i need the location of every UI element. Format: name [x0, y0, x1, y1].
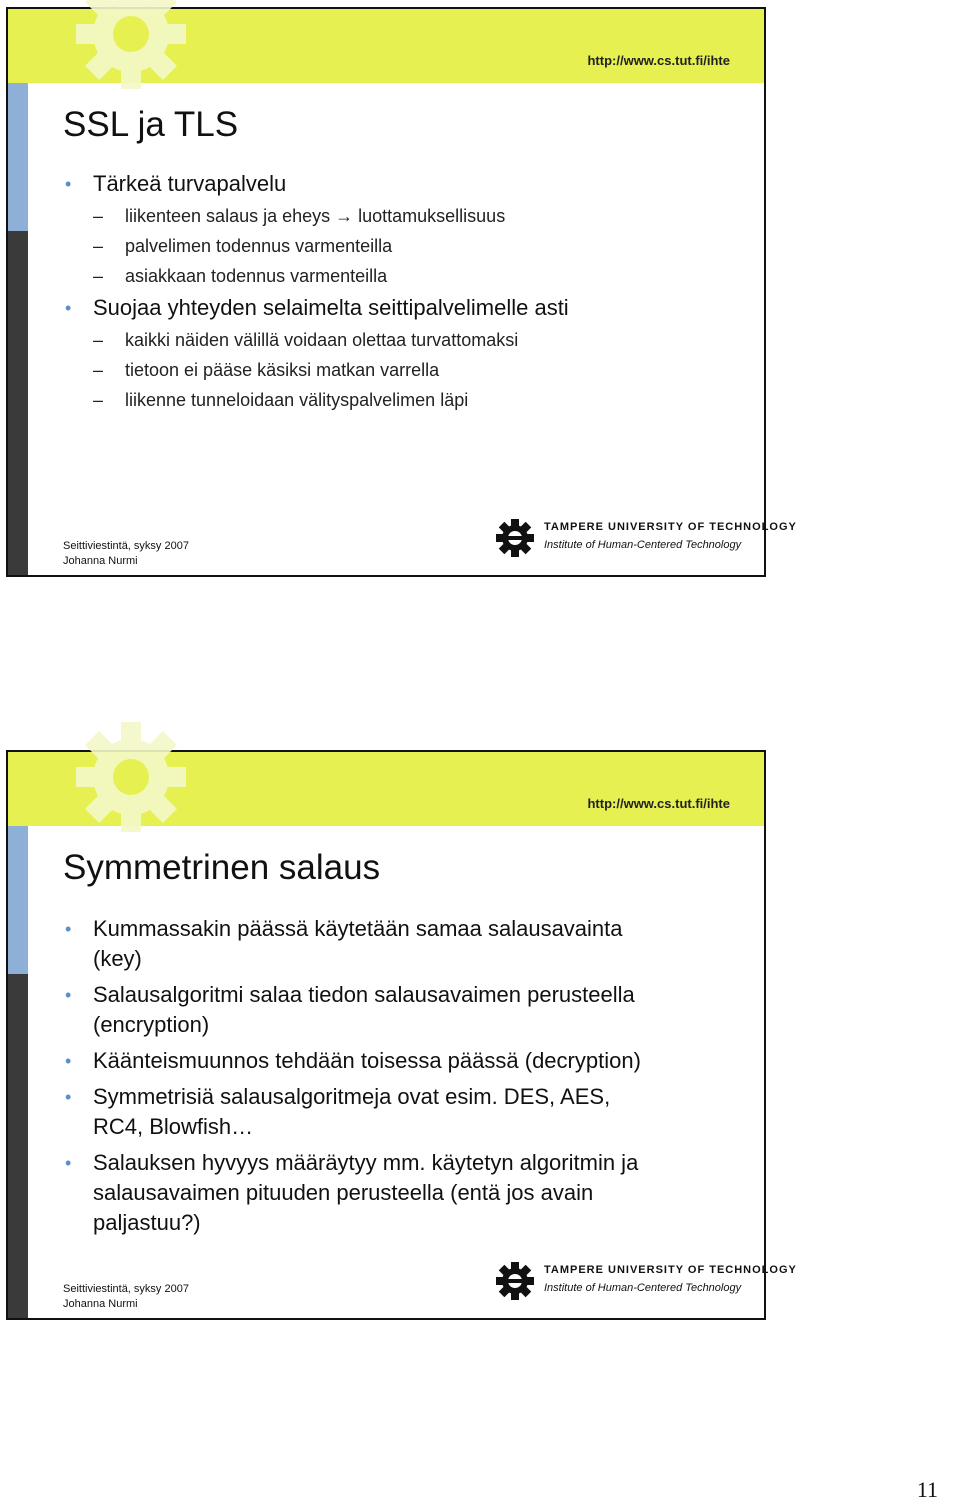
- sub-bullet-item: – kaikki näiden välillä voidaan olettaa turvattomaksi: [63, 325, 753, 355]
- gear-logo-icon: [494, 1260, 536, 1302]
- slide-sidebar: [8, 826, 28, 1318]
- footer-course: Seittiviestintä, syksy 2007: [63, 1283, 189, 1295]
- bullet-icon: •: [65, 1087, 72, 1107]
- bullet-item: • Suojaa yhteyden selaimelta seittipalvelimelle asti: [63, 293, 753, 323]
- sub-bullet-item: – liikenne tunneloidaan välityspalvelimen läpi: [63, 385, 753, 415]
- footer-author: Johanna Nurmi: [63, 555, 138, 567]
- dash-icon: –: [93, 266, 104, 286]
- bullet-item: • Salausalgoritmi salaa tiedon salausavaimen perusteella (encryption): [65, 982, 635, 1037]
- footer-course: Seittiviestintä, syksy 2007: [63, 540, 189, 552]
- dash-icon: –: [93, 390, 104, 410]
- dash-icon: –: [93, 360, 104, 380]
- slide-header-bar: [8, 9, 764, 83]
- bullet-item: • Kummassakin päässä käytetään samaa salausavainta (key): [65, 916, 623, 971]
- bullet-item: • Salauksen hyvyys määräytyy mm. käytetyn algoritmin ja salausavaimen pituuden perusteella (entä jos avain paljastuu?): [65, 1150, 639, 1235]
- slide-content: [63, 169, 753, 415]
- sub-bullet-item: – asiakkaan todennus varmenteilla: [63, 261, 753, 291]
- bullet-icon: •: [65, 1051, 72, 1071]
- bullet-icon: •: [65, 985, 72, 1005]
- sub-bullet-item: – tietoon ei pääse käsiksi matkan varrella: [63, 355, 753, 385]
- bullet-icon: •: [65, 1153, 72, 1173]
- bullet-item: • Symmetrisiä salausalgoritmeja ovat esim. DES, AES, RC4, Blowfish…: [65, 1084, 611, 1139]
- gear-watermark-icon: [46, 0, 216, 89]
- sub-bullet-item: – palvelimen todennus varmenteilla: [63, 231, 753, 261]
- slide-footer: [63, 1282, 189, 1312]
- logo-institute-name: Institute of Human-Centered Technology: [544, 1282, 742, 1294]
- dash-icon: –: [93, 236, 104, 256]
- page-number: 11: [916, 1477, 938, 1502]
- slide-content: [63, 914, 753, 1244]
- logo-institute-name: Institute of Human-Centered Technology: [544, 539, 742, 551]
- slide-2: [6, 750, 797, 1320]
- bullet-icon: •: [65, 919, 72, 939]
- bullet-icon: •: [65, 174, 72, 194]
- dash-icon: –: [93, 330, 104, 350]
- gear-logo-icon: [494, 517, 536, 559]
- bullet-icon: •: [65, 298, 72, 318]
- slide-footer: [63, 539, 189, 569]
- bullet-item: • Käänteismuunnos tehdään toisessa päässä (decryption): [63, 1046, 753, 1076]
- gear-watermark-icon: [46, 722, 216, 832]
- slide-url: http://www.cs.tut.fi/ihte: [587, 796, 730, 811]
- footer-author: Johanna Nurmi: [63, 1298, 138, 1310]
- slide-sidebar: [8, 83, 28, 575]
- logo-university-name: TAMPERE UNIVERSITY OF TECHNOLOGY: [544, 521, 797, 533]
- logo-university-name: TAMPERE UNIVERSITY OF TECHNOLOGY: [544, 1264, 797, 1276]
- slide-title: Symmetrinen salaus: [63, 848, 381, 887]
- slide-title: SSL ja TLS: [63, 105, 239, 144]
- slide-1: [6, 7, 797, 577]
- slide-header-bar: [8, 752, 764, 826]
- university-logo: [494, 1260, 797, 1304]
- slide-url: http://www.cs.tut.fi/ihte: [587, 53, 730, 68]
- sub-bullet-item: – liikenteen salaus ja eheys → luottamuksellisuus: [63, 201, 753, 231]
- dash-icon: –: [93, 206, 104, 226]
- university-logo: [494, 517, 797, 561]
- bullet-item: • Tärkeä turvapalvelu: [63, 169, 753, 199]
